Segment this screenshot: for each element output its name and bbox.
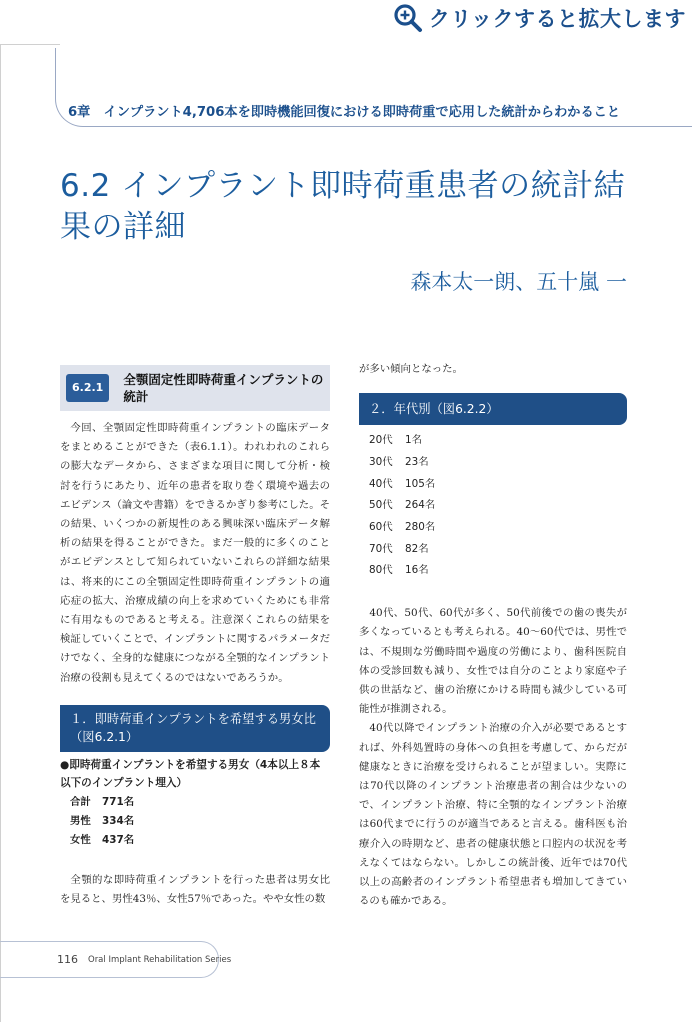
subsection-header <box>60 365 330 411</box>
age-label: 40代 <box>369 477 393 490</box>
age-row <box>359 495 627 517</box>
frame-border-top <box>0 44 60 45</box>
stat-label: 合計 <box>70 795 91 808</box>
age-label: 30代 <box>369 455 393 468</box>
bullet-gender: ●即時荷重インプラントを希望する男女（4本以上８本以下のインプラント埋入） <box>60 758 321 790</box>
zoom-label[interactable]: クリックすると拡大します <box>428 7 686 31</box>
age-list <box>359 430 627 582</box>
age-count: 82名 <box>405 542 429 555</box>
chapter-title: 6章 インプラント4,706本を即時機能回復における即時荷重で応用した統計からわかること <box>68 105 621 120</box>
age-paragraph-1: 40代、50代、60代が多く、50代前後での歯の喪失が多くなっているとも考えられる。40～60代では、男性では、不規則な労働時間や過度の労働により、歯科医院自体の受診回数も減り、女性では自分のことより家庭や子供の世話など、歯の治療にかける時間も減少している可能性が推測される。 <box>359 607 627 716</box>
intro-paragraph: 今回、全顎固定性即時荷重インプラントの臨床データをまとめることができた（表6.1.1）。われわれのこれらの膨大なデータから、さまざまな項目に関して分析・検討を行うにあたり、近年の患者を取り巻く環境や過去のエビデンス（論文や書籍）をできるかぎり参考にした。その結果、いくつかの新規性のある興味深い臨床データ解析の結果を得ることができた。まだ一般的に多くのことがエビデンスとして知られていないこれらの詳細な結果は、将来的にこの全顎固定性即時荷重インプラントの適応症の拡大、治療成績の向上を求めていくためにも非常に有用なものであると考える。注意深くこれらの結果を検証していくことで、インプラントに関するパラメータだけでなく、全身的な健康につながる全顎的なインプラント治療の役割も見えてくるのではないであろうか。 <box>60 422 330 684</box>
age-paragraph-2: 40代以降でインプラント治療の介入が必要であるとすれば、外科処置時の身体への負担を考慮して、からだが健康なときに治療を受けられることが望ましい。実際には70代以降のインプラント治療患者の割合は少ないので、インプラント治療、特に全顎的なインプラント治療は60代までに行うのが適当であると言える。歯科医も治療介入の時期など、患者の健康状態と口腔内の状況を考えなくてはならない。しかしこの統計後、近年では70代以上の高齢者のインプラント希望患者も増加してきているのも確かである。 <box>359 722 627 908</box>
age-count: 280名 <box>405 521 436 534</box>
heading-age-group: ２．年代別（図6.2.2） <box>359 393 627 425</box>
stat-label: 女性 <box>70 833 91 846</box>
age-label: 50代 <box>369 499 393 512</box>
age-count: 264名 <box>405 499 436 512</box>
continued-text: が多い傾向となった。 <box>359 363 463 375</box>
age-label: 70代 <box>369 542 393 555</box>
zoom-in-icon <box>393 3 423 33</box>
age-count: 105名 <box>405 477 436 490</box>
age-label: 80代 <box>369 564 393 577</box>
zoom-link[interactable] <box>393 3 686 33</box>
age-row <box>359 560 627 582</box>
age-label: 60代 <box>369 521 393 534</box>
top-bar <box>0 0 692 44</box>
age-count: 16名 <box>405 564 429 577</box>
stat-label: 男性 <box>70 814 91 827</box>
stat-row <box>60 793 330 812</box>
frame-border-left <box>0 44 1 1022</box>
age-count: 23名 <box>405 455 429 468</box>
subsection-number: 6.2.1 <box>66 374 109 401</box>
age-count: 1名 <box>405 434 423 447</box>
age-row <box>359 539 627 561</box>
age-row <box>359 474 627 496</box>
stat-value: 334名 <box>102 814 135 827</box>
subsection-title: 全顎固定性即時荷重インプラントの統計 <box>123 372 324 404</box>
stat-row <box>60 831 330 850</box>
author: 森本太一朗、五十嵐 一 <box>410 270 627 294</box>
stat-value: 771名 <box>102 795 135 808</box>
age-row <box>359 452 627 474</box>
age-row <box>359 430 627 452</box>
gender-paragraph: 全顎的な即時荷重インプラントを行った患者は男女比を見ると、男性43％、女性57％であった。やや女性の数 <box>60 873 330 906</box>
heading-gender-ratio: １．即時荷重インプラントを希望する男女比（図6.2.1） <box>60 705 330 752</box>
age-row <box>359 517 627 539</box>
age-label: 20代 <box>369 434 393 447</box>
stat-row <box>60 812 330 831</box>
page-title: 6.2 インプラント即時荷重患者の統計結果の詳細 <box>60 168 626 245</box>
stat-value: 437名 <box>102 833 135 846</box>
right-column <box>359 360 627 911</box>
series-name: Oral Implant Rehabilitation Series <box>88 955 232 965</box>
page-number: 116 <box>57 953 78 966</box>
left-column <box>60 365 330 909</box>
